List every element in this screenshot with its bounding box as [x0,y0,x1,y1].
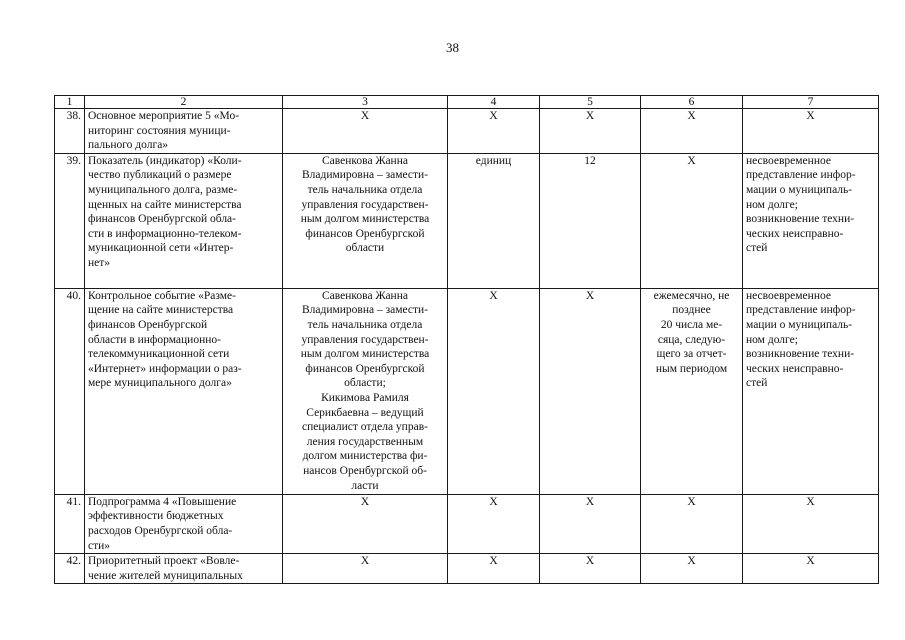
row-term: Х [641,494,743,553]
column-header: 6 [641,96,743,109]
row-term: Х [641,109,743,154]
row-responsible: Х [283,109,448,154]
row-number: 41. [55,494,85,553]
row-number: 40. [55,288,85,494]
row-value: Х [540,494,641,553]
row-value: 12 [540,153,641,288]
table-row [55,153,879,288]
row-unit: Х [448,554,540,584]
table-row [55,109,879,154]
row-name: Подпрограмма 4 «Повышение эффективности бюджетных расходов Оренбургской обла- сти» [85,494,283,553]
column-header: 1 [55,96,85,109]
table-row [55,288,879,494]
row-name: Приоритетный проект «Вовле- чение жителей муниципальных [85,554,283,584]
row-number: 39. [55,153,85,288]
row-responsible: Х [283,554,448,584]
page-number: 38 [446,40,459,55]
table-header-row [55,96,879,109]
row-risks: Х [743,494,879,553]
row-responsible: Х [283,494,448,553]
row-risks: Х [743,109,879,154]
row-value: Х [540,288,641,494]
column-header: 7 [743,96,879,109]
row-unit: Х [448,288,540,494]
row-name: Показатель (индикатор) «Коли- чество публикаций о размере муниципального долга, разме- щенных на сайте министерства финансов Оренбургской обла- сти в информационно-телеком- муникационной сети «Интер- нет» [85,153,283,288]
row-term: ежемесячно, не позднее 20 числа ме- сяца, следую- щего за отчет- ным периодом [641,288,743,494]
row-risks: Х [743,554,879,584]
row-term: Х [641,153,743,288]
row-value: Х [540,554,641,584]
row-unit: единиц [448,153,540,288]
table-row [55,554,879,584]
row-name: Основное мероприятие 5 «Мо- ниторинг состояния муници- пального долга» [85,109,283,154]
row-unit: Х [448,109,540,154]
row-unit: Х [448,494,540,553]
row-term: Х [641,554,743,584]
row-number: 42. [55,554,85,584]
row-responsible: Савенкова Жанна Владимировна – замести- тель начальника отдела управления государствен- ным долгом министерства финансов Оренбургской области; Кикимова Рамиля Серикбаевна – ведущий специалист отдела управ- ления государственным долгом министерства фи- нансов Оренбургской об- ласти [283,288,448,494]
column-header: 4 [448,96,540,109]
row-name: Контрольное событие «Разме- щение на сайте министерства финансов Оренбургской области в информационно- телекоммуникационной сети «Интернет» информации о раз- мере муниципального долга» [85,288,283,494]
column-header: 5 [540,96,641,109]
row-number: 38. [55,109,85,154]
row-risks: несвоевременное представление инфор- мации о муниципаль- ном долге; возникновение техни- ческих неисправно- стей [743,153,879,288]
column-header: 3 [283,96,448,109]
row-responsible: Савенкова Жанна Владимировна – замести- тель начальника отдела управления государствен- ным долгом министерства финансов Оренбургской области [283,153,448,288]
row-risks: несвоевременное представление инфор- мации о муниципаль- ном долге; возникновение техни- ческих неисправно- стей [743,288,879,494]
column-header: 2 [85,96,283,109]
row-value: Х [540,109,641,154]
data-table [54,95,879,584]
table-row [55,494,879,553]
